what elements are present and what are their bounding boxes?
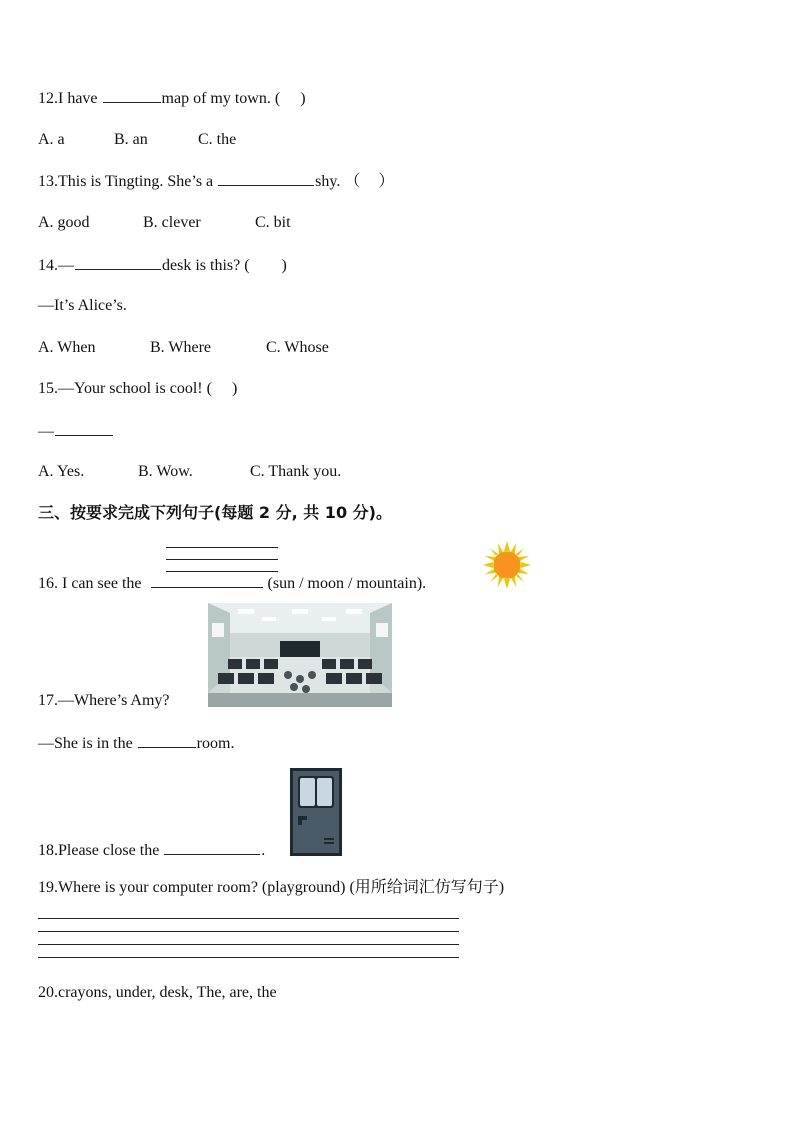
q15-blank[interactable] [55, 421, 113, 436]
sun-icon [483, 541, 531, 589]
q16-blank[interactable] [151, 573, 263, 588]
q17-question: 17.—Where’s Amy? [38, 692, 170, 709]
q14-option-b[interactable]: B. Where [150, 339, 212, 356]
question-12 [38, 88, 306, 109]
q12-option-c[interactable]: C. the [198, 131, 237, 148]
q12-paren-close: ) [300, 90, 306, 107]
q12-text-post: map of my town. ( [161, 90, 281, 107]
q15-option-a[interactable]: A. Yes. [38, 463, 85, 480]
q14-answer-line: —It’s Alice’s. [38, 297, 127, 314]
door-icon [290, 768, 342, 856]
q15-text-pre: 15.—Your school is cool! ( [38, 380, 212, 397]
q13-blank[interactable] [218, 171, 314, 186]
q13-paren-close: ） [378, 173, 395, 190]
q18-text-pre: 18.Please close the [38, 842, 164, 859]
q16-writing-line [166, 547, 278, 548]
q15-paren-close: ) [231, 380, 238, 397]
q19-answer-line[interactable] [38, 944, 459, 945]
q13-option-c[interactable]: C. bit [255, 214, 291, 231]
q14-option-c[interactable]: C. Whose [266, 339, 329, 356]
question-20: 20.crayons, under, desk, The, are, the [38, 984, 277, 1001]
question-15 [38, 379, 237, 399]
q19-answer-line[interactable] [38, 957, 459, 958]
q17-text-post: room. [196, 735, 235, 752]
q16-writing-line [166, 571, 278, 572]
q14-paren-close: ) [281, 257, 287, 274]
question-16 [38, 573, 426, 594]
q15-option-c[interactable]: C. Thank you. [250, 463, 342, 480]
q14-text-pre: 14.— [38, 257, 74, 274]
q14-text-post: desk is this? ( [162, 257, 250, 274]
q19-answer-line[interactable] [38, 931, 459, 932]
question-14 [38, 255, 287, 276]
q13-text-post: shy. （ [315, 173, 361, 190]
q18-blank[interactable] [164, 840, 260, 855]
q16-writing-line [166, 559, 278, 560]
q15-option-b[interactable]: B. Wow. [138, 463, 193, 480]
question-18 [38, 840, 265, 861]
q13-text-pre: 13.This is Tingting. She’s a [38, 173, 218, 190]
question-13 [38, 171, 394, 192]
q19-answer-line[interactable] [38, 918, 459, 919]
q17-blank[interactable] [138, 733, 196, 748]
q16-text-pre: 16. I can see the [38, 575, 146, 592]
q12-options [38, 130, 236, 150]
q12-text-pre: 12.I have [38, 90, 102, 107]
computer-room-image [208, 603, 392, 707]
q15-options [38, 462, 341, 482]
q14-blank[interactable] [75, 255, 161, 270]
q13-option-b[interactable]: B. clever [143, 214, 201, 231]
q14-options [38, 338, 329, 358]
q15-answer-line [38, 421, 114, 442]
section-3-heading: 三、按要求完成下列句子(每题 2 分, 共 10 分)。 [38, 503, 392, 522]
q18-text-post: . [261, 842, 266, 859]
q13-option-a[interactable]: A. good [38, 214, 90, 231]
q12-option-a[interactable]: A. a [38, 131, 65, 148]
q15-answer-dash: — [38, 423, 54, 440]
q12-option-b[interactable]: B. an [114, 131, 148, 148]
q13-options [38, 213, 291, 233]
q17-text-pre: —She is in the [38, 735, 137, 752]
q16-text-post: (sun / moon / mountain). [263, 575, 427, 592]
q14-option-a[interactable]: A. When [38, 339, 96, 356]
question-19: 19.Where is your computer room? (playground) (用所给词汇仿写句子) [38, 879, 505, 896]
q12-blank[interactable] [103, 88, 161, 103]
question-17 [38, 733, 234, 754]
